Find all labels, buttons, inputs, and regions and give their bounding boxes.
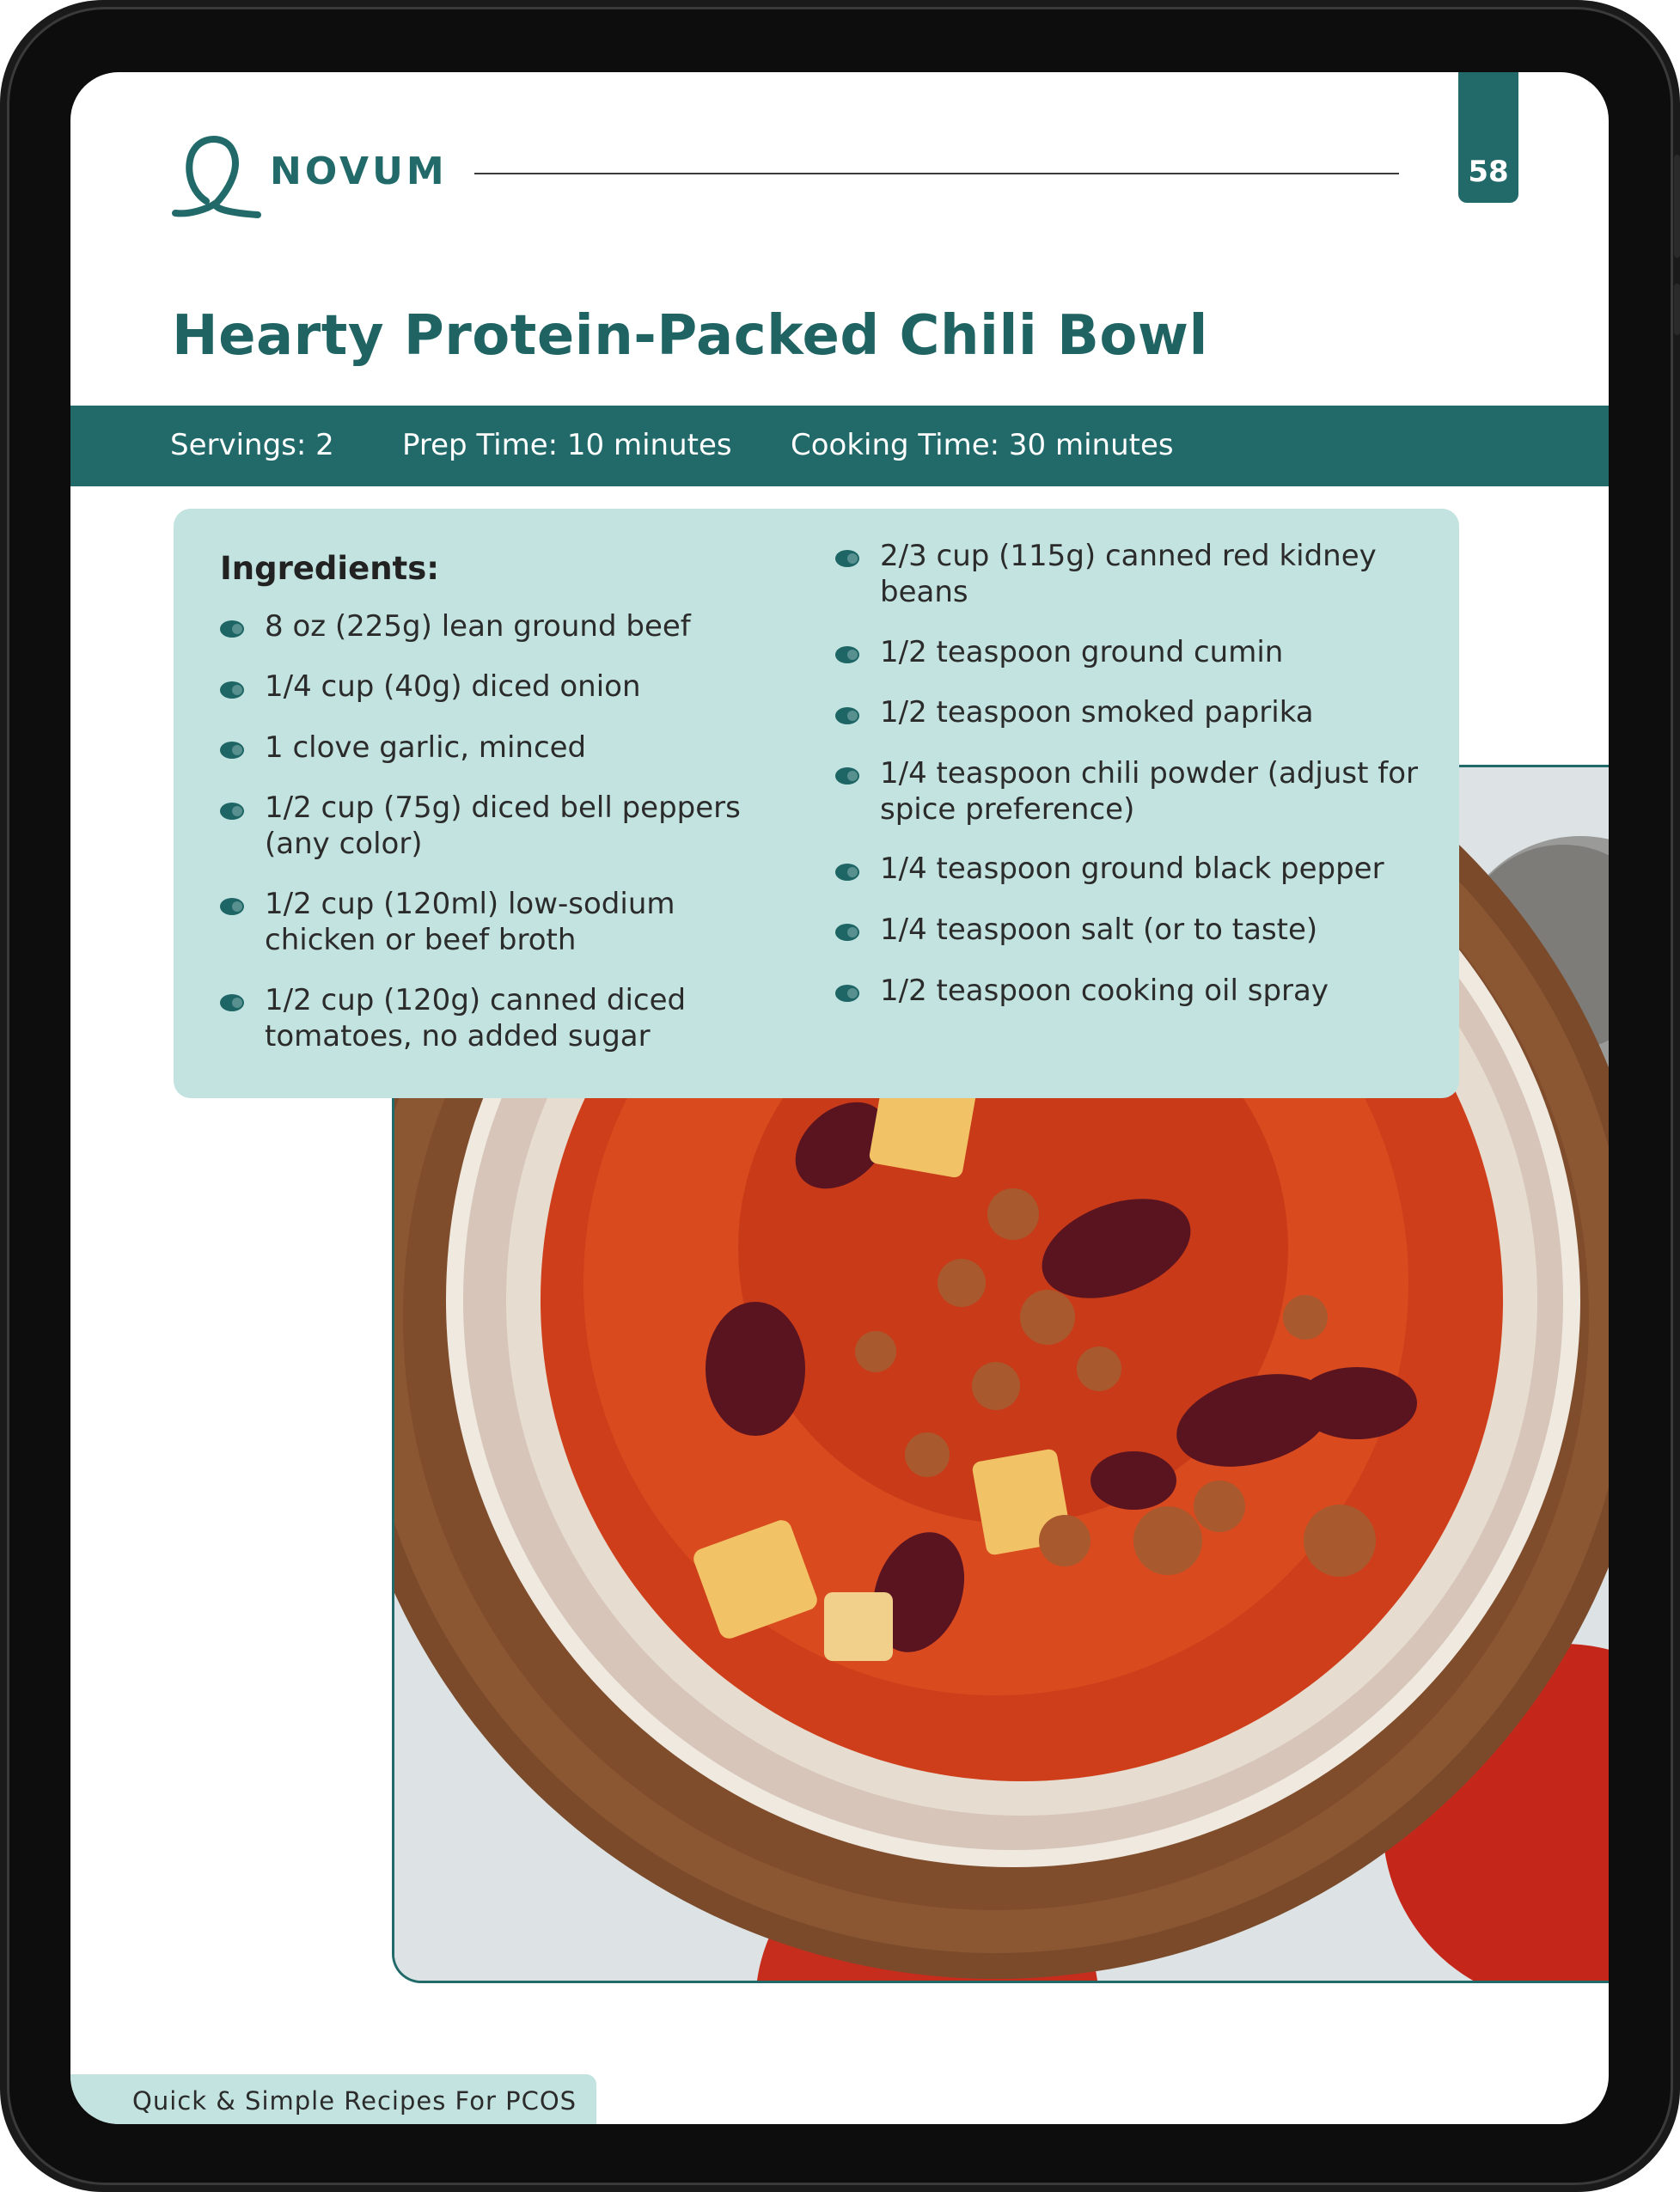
header-divider xyxy=(474,173,1399,174)
servings-label: Servings: 2 xyxy=(170,428,334,462)
power-button xyxy=(1674,284,1680,335)
recipe-title: Hearty Protein-Packed Chili Bowl xyxy=(172,304,1208,368)
cooking-time-label: Cooking Time: 30 minutes xyxy=(791,428,1174,462)
ingredient-item: 1/4 cup (40g) diced onion xyxy=(265,669,641,704)
ingredient-item: 1/4 teaspoon salt (or to taste) xyxy=(880,913,1318,947)
volume-button xyxy=(1674,155,1680,258)
bullet-icon xyxy=(220,898,244,915)
bullet-icon xyxy=(835,767,859,785)
ingredients-heading: Ingredients: xyxy=(220,550,440,587)
ingredients-panel xyxy=(174,509,1459,1098)
bullet-icon xyxy=(220,681,244,699)
recipe-meta-bar xyxy=(70,406,1609,486)
footer-label: Quick & Simple Recipes For PCOS xyxy=(132,2086,577,2116)
ingredient-item: 1/2 teaspoon ground cumin xyxy=(880,635,1284,669)
ingredient-item: 1/2 cup (120g) canned diced tomatoes, no added sugar xyxy=(265,983,687,1053)
bullet-icon xyxy=(835,985,859,1002)
ingredient-item: 8 oz (225g) lean ground beef xyxy=(265,609,691,644)
brand-name: NOVUM xyxy=(270,150,448,193)
ebook-page xyxy=(70,72,1609,2124)
ingredient-item: 1 clove garlic, minced xyxy=(265,730,587,765)
bullet-icon xyxy=(220,803,244,820)
bullet-icon xyxy=(220,742,244,759)
bullet-icon xyxy=(835,864,859,881)
prep-time-label: Prep Time: 10 minutes xyxy=(402,428,732,462)
bullet-icon xyxy=(835,646,859,663)
ingredient-item: 1/4 teaspoon chili powder (adjust for spice preference) xyxy=(880,756,1419,827)
novum-loop-icon xyxy=(172,127,266,222)
page-number: 58 xyxy=(1468,155,1509,189)
bullet-icon xyxy=(835,707,859,724)
bullet-icon xyxy=(220,994,244,1011)
ingredient-item: 1/2 cup (120ml) low-sodium chicken or beef broth xyxy=(265,887,675,957)
page-number-tab xyxy=(1458,72,1518,203)
ingredient-item: 2/3 cup (115g) canned red kidney beans xyxy=(880,539,1377,609)
bullet-icon xyxy=(220,620,244,638)
ingredient-item: 1/2 cup (75g) diced bell peppers (any color) xyxy=(265,791,741,861)
ingredient-item: 1/4 teaspoon ground black pepper xyxy=(880,852,1384,886)
bullet-icon xyxy=(835,924,859,941)
ingredient-item: 1/2 teaspoon smoked paprika xyxy=(880,695,1314,730)
ingredient-item: 1/2 teaspoon cooking oil spray xyxy=(880,974,1329,1008)
footer-tab xyxy=(70,2074,596,2124)
bullet-icon xyxy=(835,550,859,567)
